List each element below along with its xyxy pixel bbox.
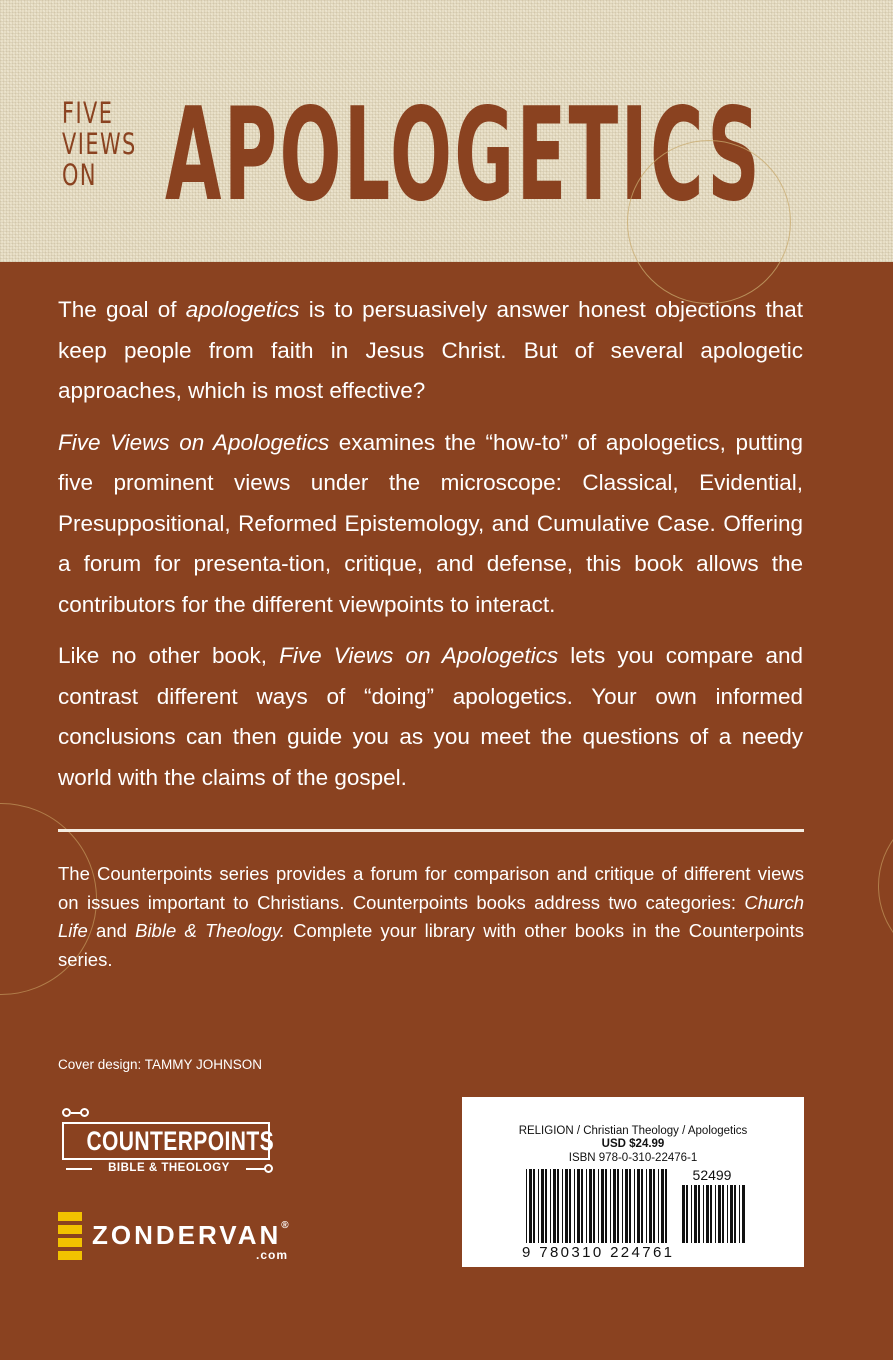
barcode-bar [605,1169,607,1243]
barcode-bar [634,1169,635,1243]
barcode-bar [598,1169,599,1243]
barcode-bar [637,1169,640,1243]
barcode-bar [569,1169,571,1243]
counterpoints-frame [62,1122,275,1160]
barcode-bar [610,1169,611,1243]
barcode-bar [557,1169,559,1243]
barcode-bar [629,1169,631,1243]
logo-line [246,1168,266,1170]
barcode-digits: 9 780310 224761 [522,1244,672,1259]
barcode-bar [533,1169,535,1243]
barcode-bar [541,1169,544,1243]
barcode-bar [553,1169,556,1243]
barcode-bar [550,1169,551,1243]
barcode-bar [646,1169,647,1243]
logo-line [66,1168,92,1170]
book-description [58,290,803,809]
barcode-bar [586,1169,587,1243]
barcode-bar [710,1185,712,1243]
barcode-bar [565,1169,568,1243]
decorative-circle [878,805,893,967]
barcode-bar [730,1185,733,1243]
logo-dot-icon [80,1108,89,1117]
barcode-bar [742,1185,745,1243]
ean-bars [526,1169,667,1243]
barcode-bar [622,1169,623,1243]
barcode-bar [682,1185,685,1243]
barcode-bar [601,1169,604,1243]
barcode-bar [715,1185,716,1243]
barcode-bar [706,1185,709,1243]
addon-bars [682,1185,745,1243]
barcode-bar [526,1169,527,1243]
barcode-bar [691,1185,692,1243]
title-prefix-line: VIEWS [62,127,137,161]
title-prefix [62,96,137,192]
counterpoints-subtitle: BIBLE & THEOLOGY [108,1162,230,1174]
barcode-bar [722,1185,724,1243]
counterpoints-wordmark: COUNTERPOINTS [86,1126,275,1156]
barcode-bar [562,1169,563,1243]
book-title: APOLOGETICS [165,81,763,230]
barcode-bar [574,1169,575,1243]
description-paragraph: The goal of apologetics is to persuasively answer honest objections that keep people from faith in Jesus Christ. But of several apologetic approaches, which is most effective? [58,297,804,403]
barcode-bar [529,1169,532,1243]
barcode-bar [718,1185,721,1243]
barcode-bar [665,1169,667,1243]
cover-design-credit: Cover design: TAMMY JOHNSON [58,1057,263,1072]
barcode-price: USD $24.99 [601,1138,665,1150]
title-prefix-line: ON [62,158,97,192]
barcode-panel [462,1097,804,1267]
barcode-bar [545,1169,547,1243]
barcode-category: RELIGION / Christian Theology / Apologetics [518,1125,748,1137]
logo-dot-icon [62,1108,71,1117]
description-paragraph: Five Views on Apologetics examines the “how-to” of apologetics, putting five prominent views under the microscope: Classical, Evidential, Presuppositional, Reformed Epistemology, and Cumulative Case. Offering a forum for presenta-tion, critique, and defense, this book allows the contributors for the different viewpoints to interact. [58,429,804,617]
barcode-bar [739,1185,740,1243]
counterpoints-logo [62,1104,274,1180]
barcode-bar [698,1185,700,1243]
barcode-bar [613,1169,616,1243]
barcode-bar [653,1169,655,1243]
title-prefix-line: FIVE [62,96,114,130]
barcode-bar [649,1169,652,1243]
barcode-addon-number: 52499 [692,1167,732,1183]
barcode-bar [589,1169,592,1243]
barcode-isbn: ISBN 978-0-310-22476-1 [568,1152,698,1164]
barcode-bar [538,1169,539,1243]
barcode-bar [577,1169,580,1243]
barcode-bar [703,1185,704,1243]
zondervan-wordmark: ZONDERVAN® [92,1220,289,1250]
divider-rule [58,829,804,832]
zondervan-domain: .com [256,1248,289,1262]
barcode-bar [727,1185,728,1243]
barcode-bar [686,1185,688,1243]
logo-dot-icon [264,1164,273,1173]
barcode-bar [658,1169,659,1243]
barcode-bar [625,1169,628,1243]
barcode-bar [593,1169,595,1243]
barcode-bar [641,1169,643,1243]
zondervan-mark-icon [58,1212,82,1262]
barcode-bar [617,1169,619,1243]
series-description: The Counterpoints series provides a forum for comparison and critique of different views on issues important to Christians. Counterpoints books address two categories: Church Life and Bible & Theology. Complete your library with other books in the Counterpoints series. [58,863,804,970]
barcode-graphic [522,1167,757,1259]
barcode-bar [661,1169,664,1243]
description-paragraph: Like no other book, Five Views on Apologetics lets you compare and contrast different ways of “doing” apologetics. Your own informed conclusions can then guide you as you meet the questions of a needy world with the claims of the gospel. [58,643,804,790]
barcode-bar [694,1185,697,1243]
decorative-circle [627,140,791,304]
barcode-bar [734,1185,736,1243]
barcode-bar [581,1169,583,1243]
zondervan-logo [58,1212,308,1268]
